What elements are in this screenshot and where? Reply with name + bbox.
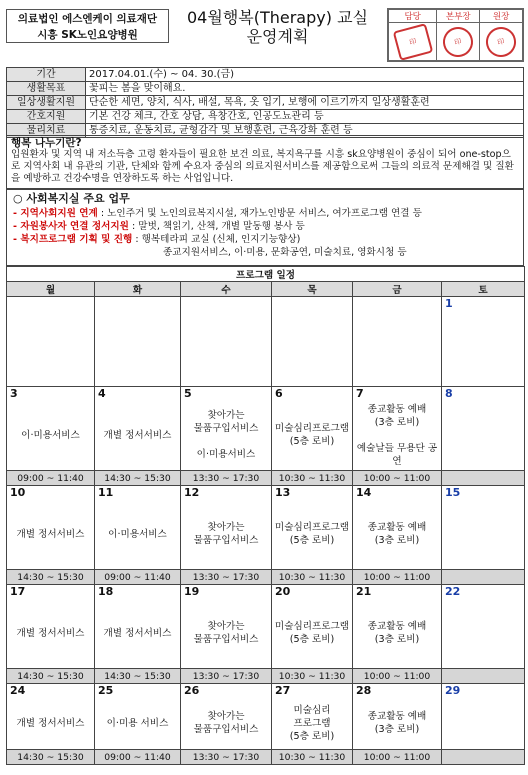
event-cell: 개별 정서서비스 (7, 499, 95, 570)
date-number: 1 (442, 297, 525, 311)
info-value: 기본 건강 체크, 간호 상담, 욕창간호, 인공도뇨관리 등 (86, 110, 524, 124)
time-cell: 13:30 ~ 17:30 (181, 750, 272, 765)
event-cell (442, 598, 525, 669)
social-item (13, 220, 517, 233)
event-cell (442, 400, 525, 471)
event-cell: 미술심리프로그램 (5층 로비) (272, 499, 353, 570)
date-number: 3 (7, 387, 95, 401)
week-times-row (7, 570, 525, 585)
date-number: 26 (181, 684, 272, 698)
stamp-icon: 印 (440, 23, 477, 60)
event-cell: 미술심리 프로그램 (5층 로비) (272, 697, 353, 750)
program-calendar (6, 266, 525, 765)
time-cell: 13:30 ~ 17:30 (181, 471, 272, 486)
info-label: 물리치료 (7, 124, 86, 138)
info-row (7, 110, 524, 124)
week-times-row (7, 750, 525, 765)
calendar-title: 프로그램 일정 (7, 267, 525, 282)
event-cell (181, 310, 272, 387)
time-cell: 10:30 ~ 11:30 (272, 669, 353, 684)
week-times-row (7, 471, 525, 486)
event-cell: 찾아가는 물품구입서비스 (181, 499, 272, 570)
event-cell: 찾아가는 물품구입서비스 (181, 598, 272, 669)
title-line1: 04월행복(Therapy) 교실 (187, 8, 368, 27)
week-events-row (7, 400, 525, 471)
social-item-extra: 종교지원서비스, 이·미용, 문화공연, 미술치료, 영화시청 등 (163, 247, 407, 258)
approval-seal-head (480, 23, 523, 61)
event-cell (442, 499, 525, 570)
happiness-section (6, 135, 524, 189)
event-cell (7, 310, 95, 387)
event-cell: 개별 정서서비스 (7, 697, 95, 750)
page-title (170, 8, 385, 46)
event-cell: 종교활동 예배 (3층 로비) (353, 499, 442, 570)
approval-box (387, 8, 524, 62)
date-number: 18 (95, 585, 181, 599)
week-times-row (7, 669, 525, 684)
event-cell: 종교활동 예배 (3층 로비) (353, 598, 442, 669)
date-number: 22 (442, 585, 525, 599)
organization-box (6, 9, 169, 43)
week-dates-row (7, 297, 525, 311)
time-cell: 09:00 ~ 11:40 (7, 471, 95, 486)
week-events-row (7, 697, 525, 750)
day-header: 토 (442, 282, 525, 297)
info-label: 간호지원 (7, 110, 86, 124)
week-dates-row (7, 585, 525, 599)
date-number (7, 297, 95, 311)
date-number: 13 (272, 486, 353, 500)
date-number: 21 (353, 585, 442, 599)
approval-label-staff: 담당 (389, 10, 437, 23)
social-item-text: : 말벗, 책읽기, 산책, 개별 말동행 봉사 등 (132, 221, 305, 232)
info-row (7, 96, 524, 110)
approval-label-director: 본부장 (437, 10, 480, 23)
time-cell: 09:00 ~ 11:40 (95, 750, 181, 765)
social-heading: ○ 사회복지실 주요 업무 (13, 192, 130, 205)
date-number (95, 297, 181, 311)
approval-label-head: 원장 (480, 10, 523, 23)
time-cell: 10:00 ~ 11:00 (353, 570, 442, 585)
event-cell: 이·미용서비스 (95, 499, 181, 570)
date-number (181, 297, 272, 311)
title-line2: 운영계획 (246, 27, 309, 46)
date-number: 17 (7, 585, 95, 599)
info-row (7, 82, 524, 96)
event-cell (442, 310, 525, 387)
date-number: 27 (272, 684, 353, 698)
date-number: 19 (181, 585, 272, 599)
social-item-label: - 복지프로그램 기획 및 진행 (13, 234, 133, 245)
date-number: 6 (272, 387, 353, 401)
date-number: 8 (442, 387, 525, 401)
date-number: 20 (272, 585, 353, 599)
week-events-row (7, 499, 525, 570)
day-header: 화 (95, 282, 181, 297)
event-cell: 개별 정서서비스 (95, 598, 181, 669)
date-number: 29 (442, 684, 525, 698)
event-cell: 이·미용 서비스 (95, 697, 181, 750)
info-value: 통증치료, 운동치료, 균형감각 및 보행훈련, 근육강화 훈련 등 (86, 124, 524, 138)
week-events-row (7, 310, 525, 387)
week-events-row (7, 598, 525, 669)
date-number: 12 (181, 486, 272, 500)
date-number: 4 (95, 387, 181, 401)
time-cell: 10:00 ~ 11:00 (353, 471, 442, 486)
hospital-name: 시흥 SK노인요양병원 (37, 29, 138, 41)
time-cell: 14:30 ~ 15:30 (7, 669, 95, 684)
time-cell: 10:00 ~ 11:00 (353, 750, 442, 765)
approval-seal-director (437, 23, 480, 61)
event-cell: 개별 정서서비스 (7, 598, 95, 669)
approval-seal-staff (389, 23, 437, 61)
week-dates-row (7, 486, 525, 500)
date-number: 14 (353, 486, 442, 500)
date-number: 11 (95, 486, 181, 500)
info-label: 생활목표 (7, 82, 86, 96)
social-item-text: : 행복테라피 교실 (신체, 인지기능향상) (135, 234, 301, 245)
info-label: 일상생활지원 (7, 96, 86, 110)
time-cell: 14:30 ~ 15:30 (95, 669, 181, 684)
date-number (353, 297, 442, 311)
time-cell: 14:30 ~ 15:30 (95, 471, 181, 486)
info-value: 2017.04.01.(수) ~ 04. 30.(금) (86, 68, 524, 82)
date-number (272, 297, 353, 311)
time-cell: 09:00 ~ 11:40 (95, 570, 181, 585)
event-cell: 개별 정서서비스 (95, 400, 181, 471)
time-cell: 10:30 ~ 11:30 (272, 471, 353, 486)
date-number: 25 (95, 684, 181, 698)
event-cell (442, 697, 525, 750)
time-cell (442, 471, 525, 486)
social-welfare-section (6, 189, 524, 266)
info-row (7, 68, 524, 82)
time-cell (442, 669, 525, 684)
org-name: 의료법인 에스엔케이 의료재단 (17, 13, 158, 25)
event-cell (353, 310, 442, 387)
time-cell: 13:30 ~ 17:30 (181, 570, 272, 585)
social-item (13, 233, 517, 246)
day-header: 목 (272, 282, 353, 297)
time-cell: 10:30 ~ 11:30 (272, 570, 353, 585)
social-item-label: - 자원봉사자 연결 정서지원 (13, 221, 129, 232)
day-header: 월 (7, 282, 95, 297)
date-number: 10 (7, 486, 95, 500)
stamp-icon: 印 (392, 23, 433, 61)
event-cell: 종교활동 예배 (3층 로비) 예술날들 무용단 공연 (353, 400, 442, 471)
time-cell: 10:00 ~ 11:00 (353, 669, 442, 684)
date-number: 5 (181, 387, 272, 401)
stamp-icon: 印 (483, 23, 520, 60)
event-cell: 찾아가는 물품구입서비스 (181, 697, 272, 750)
social-item-text: : 노인주거 및 노인의료복지시설, 재가노인방문 서비스, 여가프로그램 연결 등 (100, 208, 422, 219)
happiness-body: 입원환자 및 지역 내 저소득층 고령 환자들이 필요한 보건 의료, 복지욕구를 시흥 sk요양병원이 중심이 되어 one-stop으로 지역사회 내 유관의 기관, 단체와 함께 수요자 중심의 의료지원서비스를 제공함으로써 그들의 의료적 문제해결 및 질환을 예방하고 건강수명을 연장하도록 하는 사업입니다. (11, 149, 514, 184)
time-cell: 14:30 ~ 15:30 (7, 570, 95, 585)
happiness-heading: 행복 나누기란? (11, 137, 82, 149)
date-number: 24 (7, 684, 95, 698)
info-label: 기간 (7, 68, 86, 82)
time-cell: 14:30 ~ 15:30 (7, 750, 95, 765)
event-cell (272, 310, 353, 387)
info-table (6, 67, 524, 138)
social-item-label: - 지역사회지원 연계 (13, 208, 98, 219)
info-value: 단순한 세면, 양치, 식사, 배설, 목욕, 옷 입기, 보행에 이르기까지 일상생활훈련 (86, 96, 524, 110)
day-header: 수 (181, 282, 272, 297)
event-cell: 이·미용서비스 (7, 400, 95, 471)
info-value: 꽃피는 봄을 맞이해요. (86, 82, 524, 96)
date-number: 15 (442, 486, 525, 500)
week-dates-row (7, 387, 525, 401)
social-item (13, 207, 517, 220)
time-cell: 13:30 ~ 17:30 (181, 669, 272, 684)
time-cell (442, 570, 525, 585)
week-dates-row (7, 684, 525, 698)
day-header: 금 (353, 282, 442, 297)
event-cell: 종교활동 예배 (3층 로비) (353, 697, 442, 750)
event-cell: 찾아가는 물품구입서비스 이·미용서비스 (181, 400, 272, 471)
time-cell: 10:30 ~ 11:30 (272, 750, 353, 765)
event-cell: 미술심리프로그램 (5층 로비) (272, 400, 353, 471)
date-number: 28 (353, 684, 442, 698)
date-number: 7 (353, 387, 442, 401)
time-cell (442, 750, 525, 765)
event-cell (95, 310, 181, 387)
event-cell: 미술심리프로그램 (5층 로비) (272, 598, 353, 669)
